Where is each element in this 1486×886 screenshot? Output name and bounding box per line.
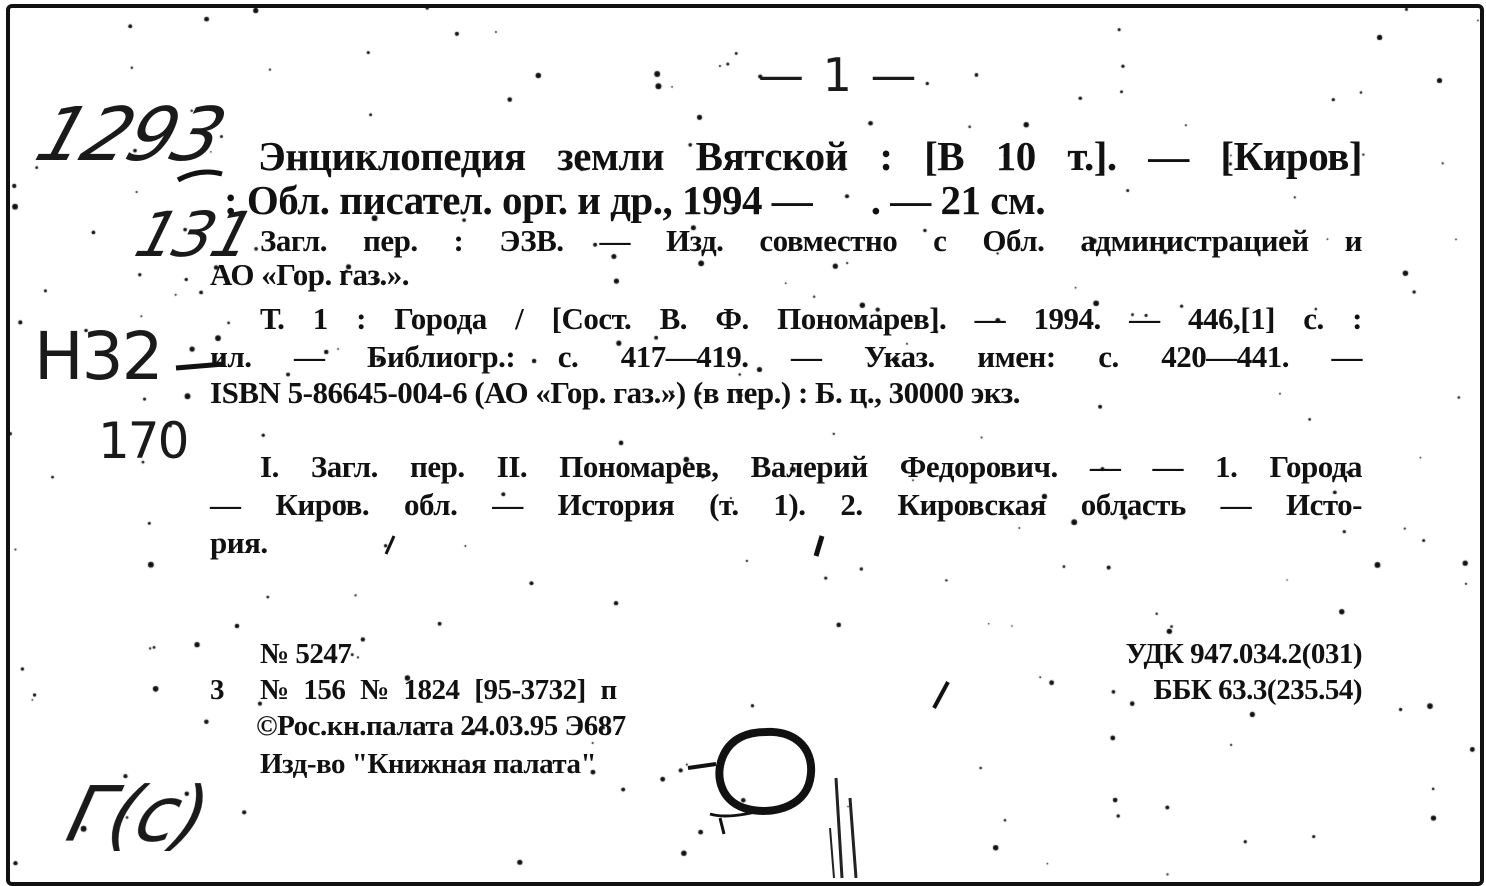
volume-line-1: Т. 1 : Города / [Сост. В. Ф. Пономарев]. — 1994. — 446,[1] с. : — [260, 301, 1362, 336]
handwritten-subcode-mid: 170 — [98, 412, 188, 470]
hand-drawn-circle — [706, 722, 826, 822]
book-chamber-line: ©Рос.кн.палата 24.03.95 Э687 — [256, 710, 626, 742]
handwritten-code-mid: Н32 — [34, 318, 162, 395]
tracing-line-3: рия. — [210, 525, 268, 560]
volume-line-3: ISBN 5-86645-004-6 (АО «Гор. газ.») (в пер.) : Б. ц., 30000 экз. — [210, 375, 1020, 410]
note-line-1: Загл. пер. : ЭЗВ. — Изд. совместно с Обл. администрацией и — [260, 223, 1362, 258]
tracing-line-2: — Киров. обл. — История (т. 1). 2. Кировская область — Исто- — [210, 487, 1362, 522]
handwritten-code-top: 1293 — [26, 92, 235, 178]
card-number: — 1 — — [758, 48, 919, 102]
footer-prefix: 3 — [210, 674, 224, 706]
catalog-card — [6, 4, 1484, 886]
card-serial-number: № 5247 — [260, 638, 352, 670]
title-line-2: : Обл. писател. орг. и др., 1994 — . — 21 см. — [224, 177, 1046, 223]
publisher-line: Изд-во "Книжная палата" — [260, 748, 597, 780]
order-line: № 156 № 1824 [95-3732] п — [260, 674, 617, 706]
note-line-2: АО «Гор. газ.». — [210, 257, 409, 292]
handwritten-subcode-top: 131 — [127, 198, 261, 271]
bbk-index: ББК 63.3(235.54) — [1153, 674, 1362, 706]
tracing-line-1: I. Загл. пер. II. Пономарев, Валерий Федорович. — — 1. Города — [260, 449, 1362, 484]
volume-line-2: ил. — Библиогр.: с. 417—419. — Указ. имен: с. 420—441. — — [210, 339, 1362, 374]
handwritten-mark-bottom: Г(с) — [58, 770, 217, 859]
udk-index: УДК 947.034.2(031) — [1125, 638, 1362, 670]
title-line-1: Энциклопедия земли Вятской : [В 10 т.]. — [Киров] — [258, 133, 1362, 179]
